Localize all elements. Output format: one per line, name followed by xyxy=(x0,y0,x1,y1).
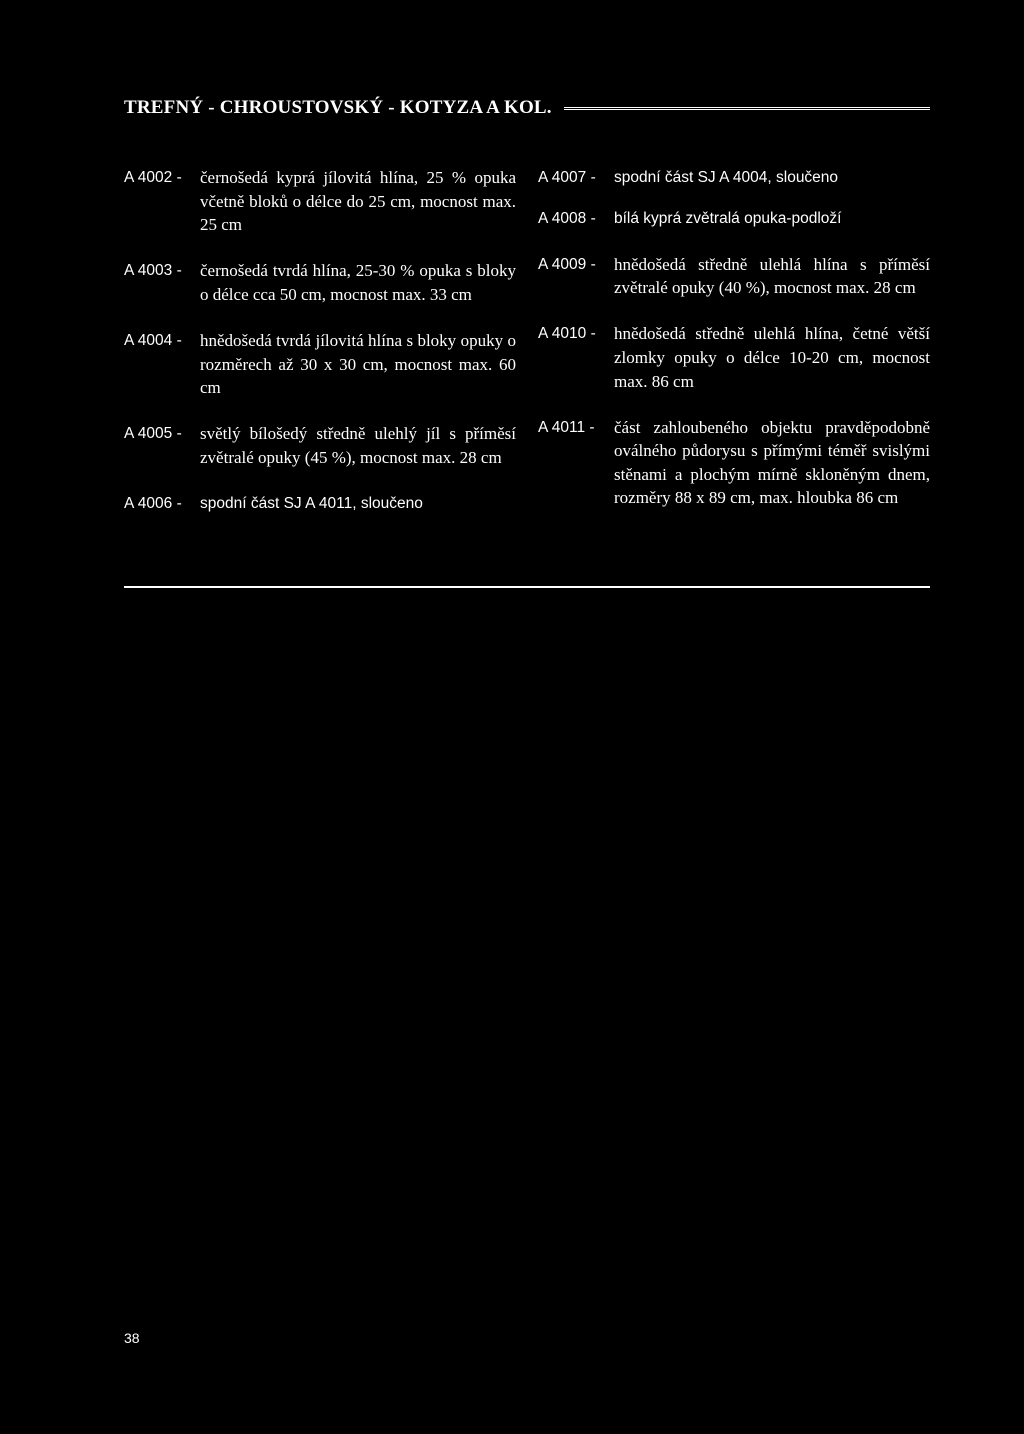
entry-code: A 4010 - xyxy=(538,325,596,343)
entry-code: A 4011 - xyxy=(538,418,595,436)
entry-a4002 xyxy=(124,166,516,237)
entry-description: spodní část SJ A 4011, sloučeno xyxy=(200,494,423,512)
entry-description: bílá kyprá zvětralá opuka-podloží xyxy=(614,209,842,227)
entry-a4005 xyxy=(124,422,516,469)
entry-description: černošedá tvrdá hlína, 25-30 % opuka s bloky o délce cca 50 cm, mocnost max. 33 cm xyxy=(200,261,516,304)
running-header xyxy=(124,97,930,119)
page-number: 38 xyxy=(124,1330,140,1346)
section-divider xyxy=(124,586,930,588)
entry-a4008 xyxy=(538,207,930,231)
entry-code: A 4002 - xyxy=(124,169,182,186)
entry-code: A 4006 - xyxy=(124,494,182,512)
entry-a4009 xyxy=(538,253,930,300)
entry-code: A 4004 - xyxy=(124,331,182,349)
entry-a4004 xyxy=(124,329,516,400)
entry-description: hnědošedá středně ulehlá hlína, četné větší zlomky opuky o délce 10-20 cm, mocnost max. 86 cm xyxy=(614,324,930,391)
left-column xyxy=(124,166,516,538)
entry-a4011 xyxy=(538,416,930,510)
entry-a4003 xyxy=(124,259,516,306)
entry-a4007 xyxy=(538,166,930,190)
entry-description: část zahloubeného objektu pravděpodobně oválného půdorysu s přímými téměř svislými stěnami a plochým mírně skloněným dnem, rozměry 88 x 89 cm, max. hloubka 86 cm xyxy=(614,417,930,508)
entry-description: hnědošedá středně ulehlá hlína s příměsí zvětralé opuky (40 %), mocnost max. 28 cm xyxy=(614,254,930,298)
header-rule xyxy=(564,107,930,110)
entry-code: A 4003 - xyxy=(124,262,182,280)
entry-code: A 4007 - xyxy=(538,169,596,186)
entry-a4006 xyxy=(124,492,516,516)
entry-description: černošedá kyprá jílovitá hlína, 25 % opuka včetně bloků o délce do 25 cm, mocnost max. 25 cm xyxy=(200,168,516,235)
entry-code: A 4008 - xyxy=(538,209,596,227)
entry-code: A 4005 - xyxy=(124,425,182,443)
right-column xyxy=(538,166,930,533)
entry-description: spodní část SJ A 4004, sloučeno xyxy=(614,169,839,186)
entry-description: světlý bílošedý středně ulehlý jíl s příměsí zvětralé opuky (45 %), mocnost max. 28 cm xyxy=(200,424,516,467)
entry-description: hnědošedá tvrdá jílovitá hlína s bloky opuky o rozměrech až 30 x 30 cm, mocnost max. 60 cm xyxy=(200,330,516,398)
entry-a4010 xyxy=(538,322,930,393)
entry-code: A 4009 - xyxy=(538,255,596,273)
header-title: TREFNÝ - CHROUSTOVSKÝ - KOTYZA A KOL. xyxy=(124,97,552,118)
